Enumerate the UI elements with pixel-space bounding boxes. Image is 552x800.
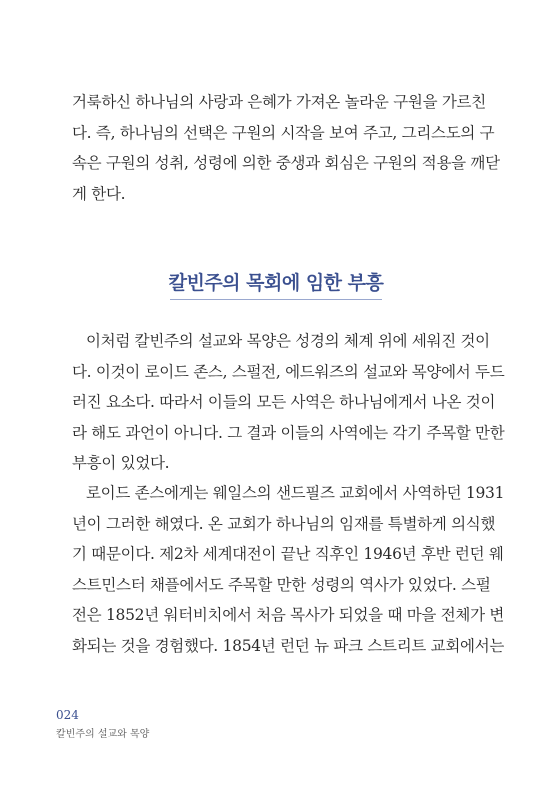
text-line: 화되는 것을 경험했다. 1854년 런던 뉴 파크 스트리트 교회에서는	[72, 636, 505, 655]
text-line: 년이 그러한 해였다. 온 교회가 하나님의 임재를 특별하게 의식했	[72, 514, 496, 533]
body-paragraph-2	[72, 478, 505, 661]
page-number: 024	[56, 708, 79, 722]
text-line: 이처럼 칼빈주의 설교와 목양은 성경의 체계 위에 세워진 것이	[86, 332, 490, 350]
text-line: 속은 구원의 성취, 성령에 의한 중생과 회심은 구원의 적용을 깨닫	[72, 154, 500, 172]
text-line-indented	[72, 326, 490, 357]
text-line: 다. 즉, 하나님의 선택은 구원의 시작을 보여 주고, 그리스도의 구	[72, 123, 495, 142]
section-heading: 칼빈주의 목회에 임한 부흥	[168, 272, 384, 294]
text-line: 다. 이것이 로이드 존스, 스펄전, 에드워즈의 설교와 목양에서 두드	[72, 362, 505, 381]
text-line: 스트민스터 채플에서도 주목할 만한 성령의 역사가 있었다. 스펄	[72, 575, 491, 594]
text-line: 전은 1852년 워터비치에서 처음 목사가 되었을 때 마을 전체가 변	[72, 606, 505, 624]
text-line: 부흥이 있었다.	[72, 454, 170, 472]
intro-paragraph	[72, 87, 500, 209]
body-paragraph-1	[72, 326, 505, 479]
text-line-indented	[72, 478, 505, 509]
text-line: 로이드 존스에게는 웨일스의 샌드필즈 교회에서 사역하던 1931	[86, 484, 505, 502]
running-footer-title: 칼빈주의 설교와 목양	[56, 729, 150, 740]
text-line: 러진 요소다. 따라서 이들의 모든 사역은 하나님에게서 나온 것이	[72, 393, 496, 411]
text-line: 라 해도 과언이 아니다. 그 결과 이들의 사역에는 각기 주목할 만한	[72, 423, 505, 442]
text-line: 게 한다.	[72, 184, 126, 203]
text-line: 거룩하신 하나님의 사랑과 은혜가 가져온 놀라운 구원을 가르친	[72, 93, 486, 111]
text-line: 기 때문이다. 제2차 세계대전이 끝난 직후인 1946년 후반 런던 웨	[72, 545, 504, 563]
heading-underline	[170, 299, 382, 300]
